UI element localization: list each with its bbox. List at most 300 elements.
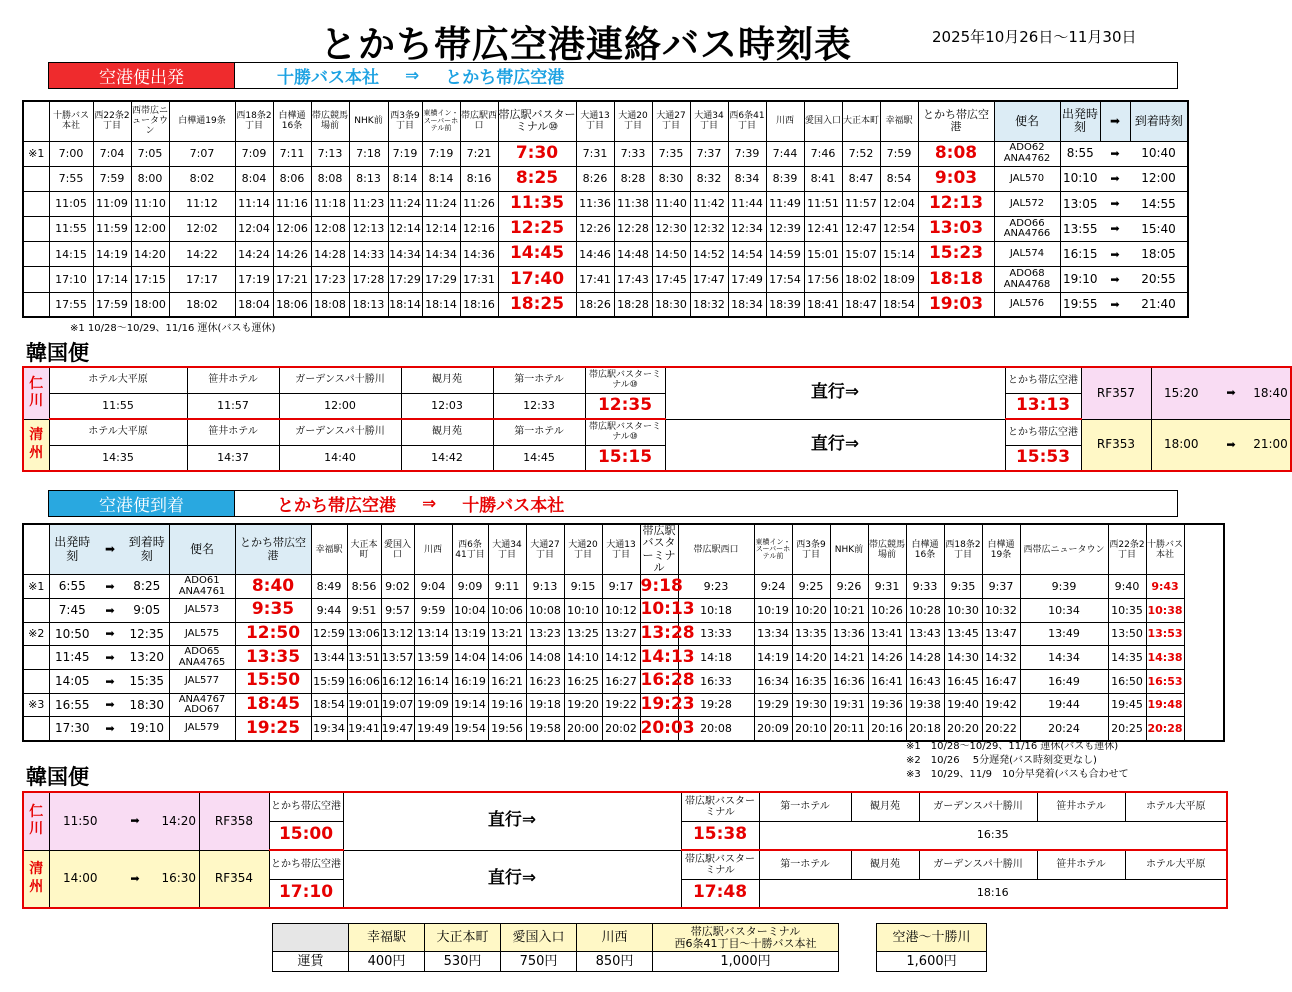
- time-cell: 14:34: [1020, 646, 1108, 670]
- flight-name: JAL575: [169, 622, 235, 646]
- arrival-note-2: ※2 10/26 5分遅発(バス時刻変更なし): [906, 755, 1097, 766]
- flight-departure: 7:45: [49, 598, 95, 622]
- time-cell: 18:13: [349, 292, 388, 317]
- time-cell: 19:45: [1108, 693, 1146, 717]
- time-cell: 12:02: [169, 217, 235, 242]
- time-cell: 11:42: [690, 191, 728, 216]
- time-cell: 14:26: [868, 646, 906, 670]
- korea-flight-departure: 15:20: [1151, 367, 1211, 419]
- flight-departure: 17:30: [49, 717, 95, 741]
- row-mark: [23, 598, 49, 622]
- time-cell: 15:01: [804, 242, 842, 267]
- time-cell: 19:42: [982, 693, 1020, 717]
- time-cell: 17:28: [349, 267, 388, 292]
- time-cell: 10:34: [1020, 598, 1108, 622]
- time-cell: 10:13: [640, 598, 678, 622]
- flight-departure: 19:55: [1060, 292, 1100, 317]
- hotel-time: 14:37: [187, 445, 279, 471]
- time-cell: 18:32: [690, 292, 728, 317]
- flight-arrival: 10:40: [1130, 141, 1188, 166]
- korea-row-header: [23, 850, 1227, 879]
- time-cell: 14:33: [349, 242, 388, 267]
- hotel-time: 11:57: [187, 393, 279, 419]
- time-cell: 14:45: [498, 242, 576, 267]
- korea-flight-arrow: ➡: [111, 792, 159, 850]
- time-cell: 16:06: [347, 670, 381, 694]
- flight-name: ADO65 ANA4765: [169, 646, 235, 670]
- time-cell: 9:43: [1146, 575, 1184, 599]
- hotel-stop-header: 笹井ホテル: [187, 419, 279, 445]
- arrival-tag: 空港便到着: [49, 491, 235, 516]
- time-cell: 17:45: [652, 267, 690, 292]
- time-cell: 14:12: [602, 646, 640, 670]
- hotel-time: 12:00: [279, 393, 401, 419]
- time-cell: 12:47: [842, 217, 880, 242]
- route-from: 十勝バス本社: [277, 68, 379, 88]
- mark-header: [23, 101, 49, 141]
- time-cell: 15:50: [235, 670, 311, 694]
- time-cell: 10:26: [868, 598, 906, 622]
- time-cell: 14:22: [169, 242, 235, 267]
- stop-header: 大通27丁目: [526, 524, 564, 575]
- row-mark: ※1: [23, 141, 49, 166]
- time-cell: 18:02: [842, 267, 880, 292]
- valid-period: 2025年10月26日～11月30日: [932, 28, 1137, 46]
- stop-header: 到着時刻: [125, 524, 169, 575]
- direct-label: 直行⇒: [343, 792, 681, 850]
- time-cell: 9:39: [1020, 575, 1108, 599]
- time-cell: 19:28: [678, 693, 754, 717]
- time-cell: 20:03: [640, 717, 678, 741]
- hotel-stop-header: 笹井ホテル: [187, 367, 279, 393]
- departure-tag: 空港便出発: [49, 63, 235, 88]
- airport-time: 13:13: [1005, 393, 1081, 419]
- time-cell: 20:20: [944, 717, 982, 741]
- time-cell: 7:13: [311, 141, 349, 166]
- fare-value: 850円: [577, 952, 653, 972]
- korea-flight-arrival: 14:20: [159, 792, 199, 850]
- time-cell: 9:35: [944, 575, 982, 599]
- time-cell: 7:09: [235, 141, 273, 166]
- time-cell: 9:11: [488, 575, 526, 599]
- time-cell: 19:48: [1146, 693, 1184, 717]
- time-cell: 9:44: [311, 598, 347, 622]
- time-cell: 16:21: [488, 670, 526, 694]
- hotel-stop-header: ホテル大平原: [49, 367, 187, 393]
- table-row: [23, 670, 1224, 694]
- arrival-route: [235, 491, 1177, 516]
- time-cell: 7:07: [169, 141, 235, 166]
- time-cell: 9:09: [452, 575, 488, 599]
- route-to: 十勝バス本社: [462, 496, 565, 516]
- flight-name: ADO66 ANA4766: [994, 217, 1060, 242]
- time-cell: 16:49: [1020, 670, 1108, 694]
- time-cell: 10:30: [944, 598, 982, 622]
- time-cell: 13:57: [381, 646, 414, 670]
- time-cell: 11:26: [460, 191, 498, 216]
- stop-header: 白樺通19条: [169, 101, 235, 141]
- time-cell: 12:50: [235, 622, 311, 646]
- time-cell: 11:36: [576, 191, 614, 216]
- time-cell: 14:26: [273, 242, 311, 267]
- fare-header-row: [273, 924, 839, 952]
- time-cell: 19:09: [414, 693, 452, 717]
- time-cell: 11:35: [498, 191, 576, 216]
- time-cell: 11:16: [273, 191, 311, 216]
- time-cell: 13:36: [830, 622, 868, 646]
- time-cell: 8:54: [880, 166, 918, 191]
- time-cell: 14:20: [131, 242, 169, 267]
- time-cell: 8:39: [766, 166, 804, 191]
- stop-header: 大正本町: [347, 524, 381, 575]
- time-cell: 16:33: [678, 670, 754, 694]
- row-mark: [23, 670, 49, 694]
- time-cell: 7:52: [842, 141, 880, 166]
- time-cell: 16:27: [602, 670, 640, 694]
- stop-header: 西6条41丁目: [452, 524, 488, 575]
- time-cell: 13:49: [1020, 622, 1108, 646]
- page-title: とかち帯広空港連絡バス時刻表: [320, 23, 852, 66]
- time-cell: 12:26: [576, 217, 614, 242]
- time-cell: 7:35: [652, 141, 690, 166]
- time-cell: 12:59: [311, 622, 347, 646]
- stop-header: 川西: [414, 524, 452, 575]
- time-cell: 17:40: [498, 267, 576, 292]
- time-cell: 20:00: [564, 717, 602, 741]
- table-row: [23, 267, 1188, 292]
- time-cell: 19:07: [381, 693, 414, 717]
- stop-header: 帯広競馬場前: [868, 524, 906, 575]
- stop-header: 西6条41丁目: [728, 101, 766, 141]
- fare-value: 1,000円: [653, 952, 839, 972]
- time-cell: 8:04: [235, 166, 273, 191]
- time-cell: 18:14: [422, 292, 460, 317]
- hotel-stop-header: 観月苑: [851, 792, 919, 821]
- time-cell: 19:54: [452, 717, 488, 741]
- time-cell: 19:25: [235, 717, 311, 741]
- time-cell: 18:16: [460, 292, 498, 317]
- flight-arrow: ➡: [1100, 217, 1130, 242]
- time-cell: 10:28: [906, 598, 944, 622]
- time-cell: 13:27: [602, 622, 640, 646]
- stop-header: NHK前: [349, 101, 388, 141]
- time-cell: 20:18: [906, 717, 944, 741]
- route-to: とかち帯広空港: [445, 68, 565, 88]
- time-cell: 7:19: [422, 141, 460, 166]
- fare-extra-label: 空港～十勝川: [877, 924, 987, 952]
- flight-arrival: 13:20: [125, 646, 169, 670]
- time-cell: 17:10: [49, 267, 93, 292]
- stop-header: 西22条2丁目: [1108, 524, 1146, 575]
- time-cell: 14:35: [1108, 646, 1146, 670]
- time-cell: 17:55: [49, 292, 93, 317]
- airport-header: とかち帯広空港: [1005, 419, 1081, 445]
- time-cell: 13:14: [414, 622, 452, 646]
- stop-header: 西22条2丁目: [93, 101, 131, 141]
- time-cell: 7:55: [49, 166, 93, 191]
- time-cell: 20:09: [754, 717, 792, 741]
- hotel-stop-header: 笹井ホテル: [1037, 792, 1125, 821]
- flight-arrival: 15:40: [1130, 217, 1188, 242]
- hotel-stop-header: ガーデンスパ十勝川: [919, 850, 1037, 879]
- time-cell: 18:28: [614, 292, 652, 317]
- time-cell: 14:46: [576, 242, 614, 267]
- time-cell: 16:28: [640, 670, 678, 694]
- time-cell: 11:55: [49, 217, 93, 242]
- time-cell: 9:57: [381, 598, 414, 622]
- time-cell: 10:38: [1146, 598, 1184, 622]
- time-cell: 20:10: [792, 717, 830, 741]
- flight-departure: 16:55: [49, 693, 95, 717]
- fare-destination: 帯広駅バスターミナル 西6条41丁目～十勝バス本社: [653, 924, 839, 952]
- stop-header: 白樺通16条: [906, 524, 944, 575]
- time-cell: 8:41: [804, 166, 842, 191]
- time-cell: 9:18: [640, 575, 678, 599]
- time-cell: 10:04: [452, 598, 488, 622]
- row-mark: [23, 166, 49, 191]
- time-cell: 9:24: [754, 575, 792, 599]
- departure-note: ※1 10/28～10/29、11/16 運休(バスも運休): [70, 323, 276, 334]
- stop-header: 帯広駅バスターミナル⑩: [498, 101, 576, 141]
- table-row: [23, 575, 1224, 599]
- flight-name: JAL570: [994, 166, 1060, 191]
- time-cell: 17:15: [131, 267, 169, 292]
- time-cell: 13:03: [918, 217, 994, 242]
- flight-arrival: 12:35: [125, 622, 169, 646]
- flight-departure: 13:55: [1060, 217, 1100, 242]
- time-cell: 20:22: [982, 717, 1020, 741]
- time-cell: 12:41: [804, 217, 842, 242]
- time-cell: 12:13: [918, 191, 994, 216]
- flight-arrival: 12:00: [1130, 166, 1188, 191]
- flight-arrival: 14:55: [1130, 191, 1188, 216]
- time-cell: 11:40: [652, 191, 690, 216]
- time-cell: 16:50: [1108, 670, 1146, 694]
- korea-departure-heading: 韓国便: [26, 341, 89, 365]
- stop-header: 東横イン・スーパーホテル前: [422, 101, 460, 141]
- stop-header: 大通20丁目: [564, 524, 602, 575]
- hotel-time: 14:40: [279, 445, 401, 471]
- hotel-stop-header: 観月苑: [851, 850, 919, 879]
- time-cell: 17:17: [169, 267, 235, 292]
- time-cell: 13:28: [640, 622, 678, 646]
- stop-header: 幸福駅: [880, 101, 918, 141]
- time-cell: 19:03: [918, 292, 994, 317]
- time-cell: 12:14: [388, 217, 422, 242]
- time-cell: 7:46: [804, 141, 842, 166]
- time-cell: 16:12: [381, 670, 414, 694]
- stop-header: 大通34丁目: [690, 101, 728, 141]
- time-cell: 10:08: [526, 598, 564, 622]
- time-cell: 12:54: [880, 217, 918, 242]
- time-cell: 13:41: [868, 622, 906, 646]
- time-cell: 15:14: [880, 242, 918, 267]
- hotel-stop-header: 笹井ホテル: [1037, 850, 1125, 879]
- time-cell: 14:32: [982, 646, 1020, 670]
- terminal-time: 15:38: [681, 821, 759, 850]
- flight-arrival: 18:05: [1130, 242, 1188, 267]
- time-cell: 8:30: [652, 166, 690, 191]
- flight-arrival: 20:55: [1130, 267, 1188, 292]
- time-cell: 20:08: [678, 717, 754, 741]
- time-cell: 14:34: [422, 242, 460, 267]
- flight-arrow: ➡: [1100, 166, 1130, 191]
- flight-arrival: 9:05: [125, 598, 169, 622]
- table-row: [23, 292, 1188, 317]
- stop-header: 白樺通19条: [982, 524, 1020, 575]
- hotel-stop-header: 第一ホテル: [759, 792, 851, 821]
- fare-blank: [273, 924, 349, 952]
- stop-header: ➡: [95, 524, 125, 575]
- korea-flight-departure: 18:00: [1151, 419, 1211, 471]
- hotel-stop-header: 観月苑: [401, 419, 493, 445]
- time-cell: 7:11: [273, 141, 311, 166]
- time-cell: 12:04: [880, 191, 918, 216]
- row-mark: [23, 646, 49, 670]
- hotel-time: 12:03: [401, 393, 493, 419]
- time-cell: 18:25: [498, 292, 576, 317]
- time-cell: 7:19: [388, 141, 422, 166]
- time-cell: 14:15: [49, 242, 93, 267]
- hotel-time: 14:35: [49, 445, 187, 471]
- time-cell: 11:49: [766, 191, 804, 216]
- korea-arrival-table: [22, 791, 1228, 909]
- time-cell: 9:13: [526, 575, 564, 599]
- korea-flight-arrival: 21:00: [1251, 419, 1291, 471]
- korea-flight: RF353: [1081, 419, 1151, 471]
- korea-flight-arrival: 16:30: [159, 850, 199, 908]
- flight-arrow: ➡: [1100, 141, 1130, 166]
- stop-header: 西3条9丁目: [792, 524, 830, 575]
- row-mark: ※1: [23, 575, 49, 599]
- arrival-banner: [48, 490, 1178, 517]
- time-cell: 9:15: [564, 575, 602, 599]
- time-cell: 16:35: [792, 670, 830, 694]
- time-cell: 13:35: [235, 646, 311, 670]
- time-cell: 11:23: [349, 191, 388, 216]
- korea-city: 仁 川: [23, 367, 49, 419]
- korea-flight: RF358: [199, 792, 269, 850]
- flight-arrow: ➡: [1100, 242, 1130, 267]
- time-cell: 14:30: [944, 646, 982, 670]
- time-cell: 20:16: [868, 717, 906, 741]
- time-cell: 18:41: [804, 292, 842, 317]
- time-cell: 13:59: [414, 646, 452, 670]
- table-row: [23, 242, 1188, 267]
- time-cell: 17:19: [235, 267, 273, 292]
- stop-header: 大通13丁目: [576, 101, 614, 141]
- time-cell: 7:33: [614, 141, 652, 166]
- table-row: [23, 717, 1224, 741]
- time-cell: 7:18: [349, 141, 388, 166]
- hotel-stop-header: ガーデンスパ十勝川: [279, 367, 401, 393]
- time-cell: 11:38: [614, 191, 652, 216]
- row-mark: [23, 267, 49, 292]
- arrival-notes: [906, 740, 1129, 782]
- time-cell: 11:24: [388, 191, 422, 216]
- time-cell: 7:30: [498, 141, 576, 166]
- stop-header: とかち帯広空港: [235, 524, 311, 575]
- time-cell: 18:00: [131, 292, 169, 317]
- fare-label: 運賃: [273, 952, 349, 972]
- flight-arrow: ➡: [95, 693, 125, 717]
- time-cell: 20:24: [1020, 717, 1108, 741]
- time-cell: 14:38: [1146, 646, 1184, 670]
- time-cell: 19:58: [526, 717, 564, 741]
- stop-header: 西18条2丁目: [944, 524, 982, 575]
- flight-departure: 16:15: [1060, 242, 1100, 267]
- time-cell: 18:47: [842, 292, 880, 317]
- flight-name: JAL573: [169, 598, 235, 622]
- time-cell: 13:33: [678, 622, 754, 646]
- stop-header: 十勝バス本社: [1146, 524, 1184, 575]
- time-cell: 18:30: [652, 292, 690, 317]
- route-arrow: ⇒: [405, 65, 420, 86]
- flight-departure: 8:55: [1060, 141, 1100, 166]
- korea-departure-table: [22, 366, 1292, 472]
- time-cell: 14:34: [388, 242, 422, 267]
- time-cell: 11:05: [49, 191, 93, 216]
- airport-time: 15:00: [269, 821, 343, 850]
- stop-header: とかち帯広空港: [918, 101, 994, 141]
- header-row: [23, 101, 1188, 141]
- fare-destination: 幸福駅: [349, 924, 425, 952]
- stop-header: 便名: [169, 524, 235, 575]
- time-cell: 17:54: [766, 267, 804, 292]
- time-cell: 14:50: [652, 242, 690, 267]
- time-cell: 19:40: [944, 693, 982, 717]
- time-cell: 9:40: [1108, 575, 1146, 599]
- time-cell: 7:00: [49, 141, 93, 166]
- korea-row-header: [23, 792, 1227, 821]
- time-cell: 16:19: [452, 670, 488, 694]
- time-cell: 8:08: [918, 141, 994, 166]
- time-cell: 14:06: [488, 646, 526, 670]
- stop-header: 帯広駅西口: [460, 101, 498, 141]
- row-mark: [23, 292, 49, 317]
- time-cell: 12:28: [614, 217, 652, 242]
- time-cell: 16:43: [906, 670, 944, 694]
- korea-flight-arrow: ➡: [1211, 367, 1251, 419]
- time-cell: 19:36: [868, 693, 906, 717]
- time-cell: 11:44: [728, 191, 766, 216]
- time-cell: 8:28: [614, 166, 652, 191]
- time-cell: 19:44: [1020, 693, 1108, 717]
- time-cell: 8:14: [388, 166, 422, 191]
- time-cell: 8:06: [273, 166, 311, 191]
- row-mark: [23, 217, 49, 242]
- fare-extra-value-row: [877, 952, 987, 972]
- fare-destination: 川西: [577, 924, 653, 952]
- fare-value: 750円: [501, 952, 577, 972]
- time-cell: 8:56: [347, 575, 381, 599]
- time-cell: 17:29: [422, 267, 460, 292]
- flight-arrow: ➡: [95, 670, 125, 694]
- stop-header: 西3条9丁目: [388, 101, 422, 141]
- time-cell: 17:41: [576, 267, 614, 292]
- time-cell: 17:47: [690, 267, 728, 292]
- time-cell: 7:31: [576, 141, 614, 166]
- time-cell: 19:20: [564, 693, 602, 717]
- time-cell: 9:31: [868, 575, 906, 599]
- time-cell: 14:19: [754, 646, 792, 670]
- direct-label: 直行⇒: [665, 419, 1005, 471]
- time-cell: 8:26: [576, 166, 614, 191]
- time-cell: 13:34: [754, 622, 792, 646]
- time-cell: 10:20: [792, 598, 830, 622]
- departure-route: [235, 63, 1177, 88]
- flight-arrival: 21:40: [1130, 292, 1188, 317]
